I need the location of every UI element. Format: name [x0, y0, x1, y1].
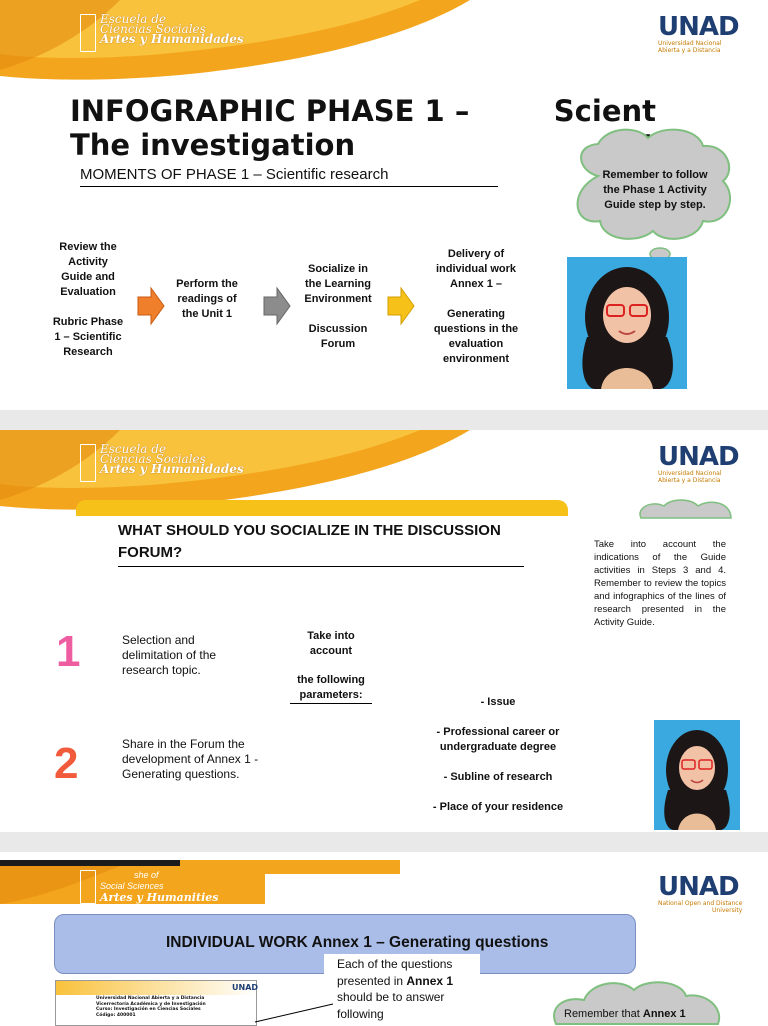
- unad-logo-word: UNAD: [658, 872, 739, 902]
- take-into-account: Take into account: [307, 630, 355, 657]
- section-question: WHAT SHOULD YOU SOCIALIZE IN THE DISCUSSION FORUM?: [118, 520, 524, 567]
- unad-logo: [658, 444, 739, 484]
- item-1-text: Selection and delimitation of the research topic.: [122, 633, 217, 677]
- title-right-1: Scient: [553, 94, 656, 128]
- unad-logo-sub1: National Open and Distance: [658, 900, 743, 907]
- body-text-pre: Each of the questions presented in: [337, 957, 453, 988]
- unad-logo-sub1: Universidad Nacional: [658, 40, 722, 47]
- step-3-text: Socialize in the Learning Environment Discussion Forum: [304, 263, 372, 350]
- page-title: [70, 94, 469, 162]
- item-2-text: Share in the Forum the development of Annex 1 - Generating questions.: [122, 737, 259, 781]
- unad-logo-word: UNAD: [658, 442, 739, 472]
- arrow-right-icon: [264, 288, 290, 324]
- unad-logo-sub2: Abierta y a Distancia: [658, 47, 721, 54]
- section-subtitle: MOMENTS OF PHASE 1 – Scientific research: [80, 166, 498, 187]
- title-line-1: INFOGRAPHIC PHASE 1 –: [70, 94, 470, 128]
- slide-gap: [0, 832, 768, 852]
- cloud-text-bold: Annex 1: [642, 1008, 686, 1020]
- school-seal-icon: [80, 444, 96, 482]
- school-name: [100, 444, 244, 474]
- question-bar: [76, 500, 568, 516]
- school-name: [100, 14, 244, 44]
- param-item: - Place of your residence: [432, 801, 564, 813]
- doc-line: Vicerrectoría Académica y de Investigación: [96, 1001, 206, 1007]
- school-line-3: Artes y Humanidades: [100, 32, 244, 46]
- unad-logo-sub2: University: [712, 907, 743, 914]
- school-line-2: Ciencias Sociales: [100, 22, 206, 36]
- param-item: - Subline of research: [443, 771, 553, 783]
- side-note: Take into account the indications of the Guide activities in Steps 3 and 4. Remember to review the topics and infographics of the lines of research presented in the Activity Guide.: [594, 539, 726, 628]
- doc-lines: [96, 996, 206, 1018]
- avatar: [567, 257, 687, 389]
- avatar: [654, 720, 740, 830]
- cloud-top: [636, 498, 736, 518]
- school-line-2: Social Sciences: [100, 881, 164, 891]
- doc-line: Código: 400001: [96, 1012, 136, 1018]
- school-name: [100, 870, 218, 903]
- param-item: - Professional career or undergraduate degree: [436, 726, 560, 753]
- slide-2: [0, 430, 768, 832]
- pointer-line: [255, 1002, 335, 1024]
- unad-logo: [658, 874, 742, 914]
- body-text-bold: Annex 1: [406, 973, 454, 988]
- cloud-text: Remember to follow the Phase 1 Activity Guide step by step.: [602, 169, 708, 211]
- slide-gap: [0, 410, 768, 430]
- slide-3: [0, 852, 768, 1024]
- unad-logo-sub1: Universidad Nacional: [658, 470, 722, 477]
- arrow-right-icon: [138, 288, 164, 324]
- annex-document-thumbnail[interactable]: [55, 980, 257, 1026]
- param-item: - Issue: [480, 696, 516, 708]
- number-2: 2: [54, 739, 79, 788]
- doc-logo: UNAD: [232, 983, 259, 992]
- number-1: 1: [56, 627, 81, 676]
- school-line-1: she of: [134, 870, 159, 880]
- cloud-text: [564, 1008, 686, 1020]
- body-text-post: should be to answer following: [337, 990, 445, 1021]
- school-seal-icon: [80, 870, 96, 904]
- school-line-3: Artes y Humanidades: [100, 462, 244, 476]
- section-header: INDIVIDUAL WORK Annex 1 – Generating questions: [166, 934, 549, 951]
- school-line-1: Escuela de: [100, 442, 167, 456]
- step-2-text: Perform the readings of the Unit 1: [176, 278, 238, 320]
- slide-1: [0, 0, 768, 410]
- doc-line: Universidad Nacional Abierta y a Distancia: [96, 996, 205, 1001]
- unad-logo: [658, 14, 739, 54]
- school-line-3: Artes y Humanities: [100, 891, 219, 904]
- unad-logo-sub2: Abierta y a Distancia: [658, 477, 721, 484]
- school-seal-icon: [80, 14, 96, 52]
- step-4-text: Delivery of individual work Annex 1 – Generating questions in the evaluation environment: [433, 248, 519, 365]
- school-line-1: Escuela de: [100, 12, 167, 26]
- body-text: [337, 956, 471, 1022]
- parameters-label: the following parameters:: [290, 673, 372, 704]
- doc-line: Curso: Investigación en Ciencias Sociales: [96, 1007, 201, 1012]
- unad-logo-word: UNAD: [658, 12, 739, 42]
- doc-banner: [56, 981, 259, 995]
- cloud-text-pre: Remember that: [564, 1008, 643, 1020]
- school-line-2: Ciencias Sociales: [100, 452, 206, 466]
- title-line-2: The investigation: [70, 128, 356, 162]
- step-1-text: Review the Activity Guide and Evaluation Rubric Phase 1 – Scientific Research: [52, 241, 124, 358]
- arrow-right-icon: [388, 288, 414, 324]
